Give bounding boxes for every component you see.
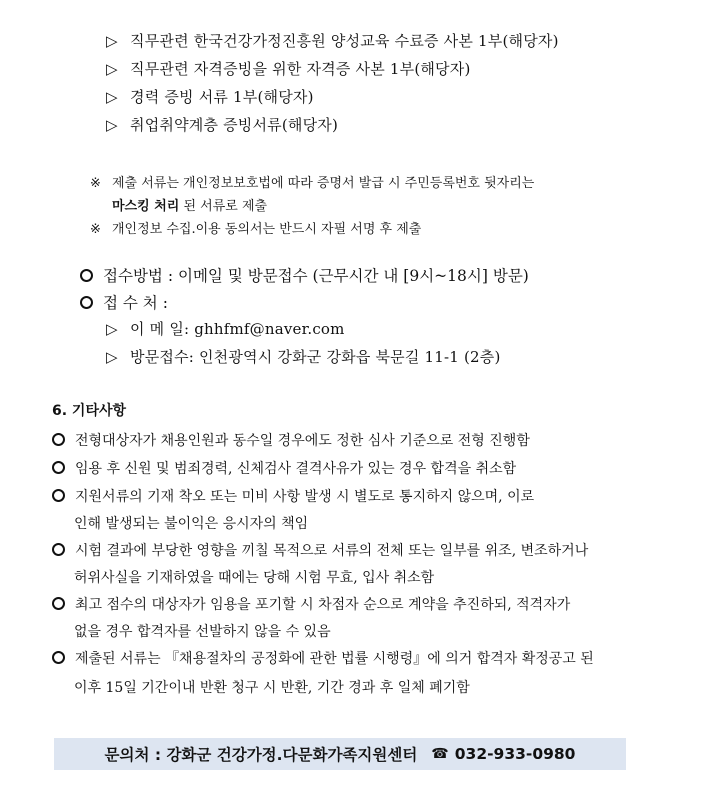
triangle-bullet-icon: ▷ <box>106 60 118 78</box>
etc-item-4-line2: 허위사실을 기재하였을 때에는 당해 시험 무효, 입사 취소함 <box>74 570 435 586</box>
etc-item-5: 최고 점수의 대상자가 임용을 포기할 시 차점자 순으로 계약을 추진하되, 적격자가 <box>52 594 570 614</box>
triangle-bullet-icon: ▷ <box>106 32 118 50</box>
etc-item-3: 지원서류의 기재 착오 또는 미비 사항 발생 시 별도로 통지하지 않으며, 이로 <box>52 486 534 506</box>
reference-mark-icon: ※ <box>90 176 101 191</box>
contact-label: 문의처 : 강화군 건강가정.다문화가족지원센터 <box>104 746 418 764</box>
circle-bullet-icon <box>52 543 65 556</box>
circle-bullet-icon <box>52 461 65 474</box>
note-2: ※ 개인정보 수집.이용 동의서는 반드시 자필 서명 후 제출 <box>90 222 422 237</box>
reference-mark-icon: ※ <box>90 222 101 237</box>
document-item-4: ▷ 취업취약계층 증빙서류(해당자) <box>106 116 339 134</box>
submission-method: 접수방법 : 이메일 및 방문접수 (근무시간 내 [9시~18시] 방문) <box>80 264 529 286</box>
submission-email: ▷ 이 메 일: ghhfmf@naver.com <box>106 320 345 338</box>
triangle-bullet-icon: ▷ <box>106 320 118 338</box>
etc-item-6-line2: 이후 15일 기간이내 반환 청구 시 반환, 기간 경과 후 일체 폐기함 <box>74 680 470 696</box>
contact-box <box>54 738 626 770</box>
submission-visit: ▷ 방문접수: 인천광역시 강화군 강화읍 북문길 11-1 (2층) <box>106 348 501 366</box>
submission-place: 접 수 처 : <box>80 291 168 313</box>
note-1-continued: 마스킹 처리 된 서류로 제출 <box>112 199 268 214</box>
circle-bullet-icon <box>52 489 65 502</box>
section-6-title: 6. 기타사항 <box>52 403 127 419</box>
circle-bullet-icon <box>52 651 65 664</box>
contact-phone: 032-933-0980 <box>454 745 576 763</box>
document-item-2: ▷ 직무관련 자격증빙을 위한 자격증 사본 1부(해당자) <box>106 60 471 78</box>
etc-item-2: 임용 후 신원 및 범죄경력, 신체검사 결격사유가 있는 경우 합격을 취소함 <box>52 458 516 478</box>
etc-item-5-line2: 없을 경우 합격자를 선발하지 않을 수 있음 <box>74 624 331 640</box>
note-1: ※ 제출 서류는 개인정보보호법에 따라 증명서 발급 시 주민등록번호 뒷자리는 <box>90 176 535 191</box>
document-item-3: ▷ 경력 증빙 서류 1부(해당자) <box>106 88 314 106</box>
masking-emphasis: 마스킹 처리 <box>112 199 180 214</box>
circle-bullet-icon <box>80 296 93 309</box>
triangle-bullet-icon: ▷ <box>106 348 118 366</box>
etc-item-3-line2: 인해 발생되는 불이익은 응시자의 책임 <box>74 516 309 532</box>
circle-bullet-icon <box>52 597 65 610</box>
etc-item-4: 시험 결과에 부당한 영향을 끼칠 목적으로 서류의 전체 또는 일부를 위조, 변조하거나 <box>52 540 588 560</box>
phone-icon: ☎ <box>431 746 449 762</box>
circle-bullet-icon <box>80 269 93 282</box>
document-item-1: ▷ 직무관련 한국건강가정진흥원 양성교육 수료증 사본 1부(해당자) <box>106 32 559 50</box>
etc-item-1: 전형대상자가 채용인원과 동수일 경우에도 정한 심사 기준으로 전형 진행함 <box>52 430 530 450</box>
circle-bullet-icon <box>52 433 65 446</box>
etc-item-6: 제출된 서류는 『채용절차의 공정화에 관한 법률 시행령』에 의거 합격자 확정공고 된 <box>52 648 594 668</box>
triangle-bullet-icon: ▷ <box>106 116 118 134</box>
triangle-bullet-icon: ▷ <box>106 88 118 106</box>
